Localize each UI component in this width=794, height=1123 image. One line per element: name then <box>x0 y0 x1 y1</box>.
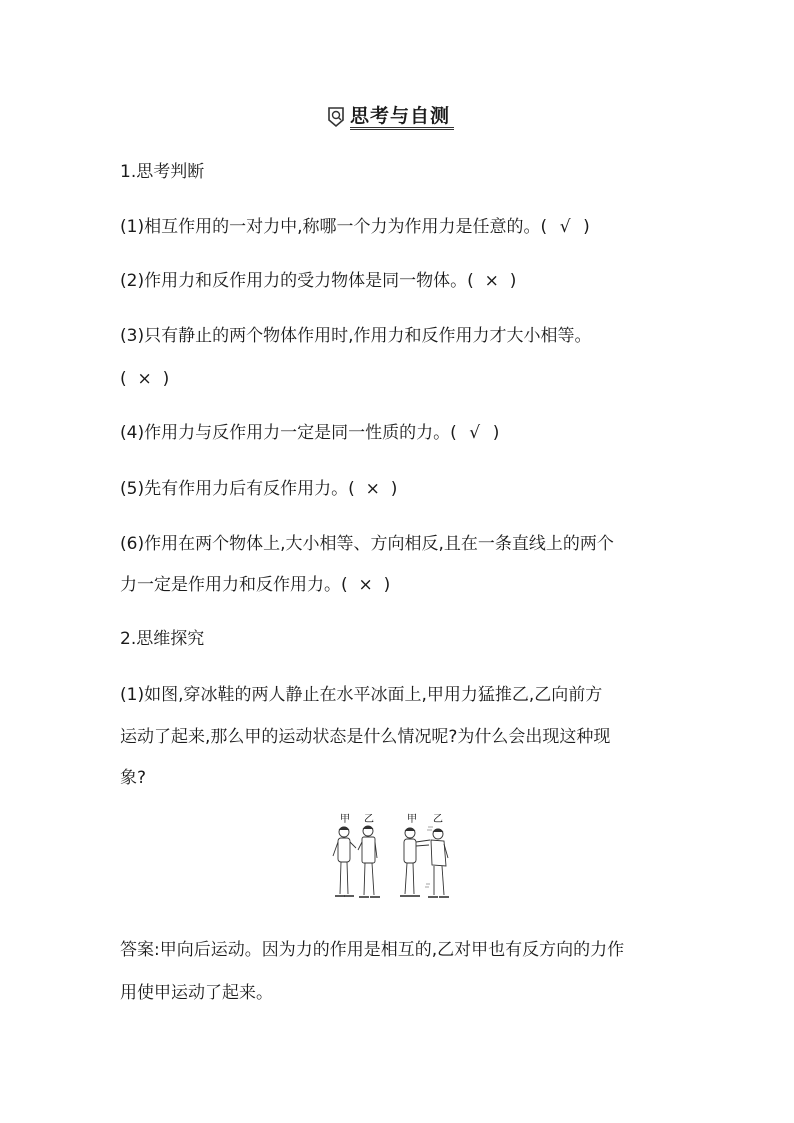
cross-icon: × <box>365 479 380 499</box>
label-jia-left: 甲 <box>340 814 350 825</box>
question-line-3: 象? <box>120 768 147 788</box>
cross-icon: × <box>137 369 152 389</box>
scene-right-skaters <box>400 827 449 897</box>
checkmark-icon: √ <box>559 217 571 237</box>
section-title <box>326 104 454 130</box>
judgment-item-3: (3)只有静止的两个物体作用时,作用力和反作用力才大小相等。 <box>120 326 592 346</box>
label-yi-right: 乙 <box>433 814 443 825</box>
magnifier-icon <box>326 106 346 128</box>
section-title-text: 思考与自测 <box>350 105 454 130</box>
judgment-item-2: (2)作用力和反作用力的受力物体是同一物体。( × ) <box>120 271 517 291</box>
answer-line-2: 用使甲运动了起来。 <box>120 983 273 1003</box>
judgment-item-4: (4)作用力与反作用力一定是同一性质的力。( √ ) <box>120 423 500 443</box>
judgment-item-6-cont: 力一定是作用力和反作用力。( × ) <box>120 575 391 595</box>
skater-jia-right <box>400 828 430 896</box>
label-yi-left: 乙 <box>364 814 374 825</box>
judgment-item-1: (1)相互作用的一对力中,称哪一个力为作用力是任意的。( √ ) <box>120 217 590 237</box>
checkmark-icon: √ <box>469 423 481 443</box>
judgment-item-3-cont: ( × ) <box>120 369 170 389</box>
answer-line-1: 答案:甲向后运动。因为力的作用是相互的,乙对甲也有反方向的力作 <box>120 940 625 960</box>
cross-icon: × <box>484 271 499 291</box>
skaters-illustration <box>330 812 454 908</box>
heading-thinking-judgment: 1.思考判断 <box>120 162 205 182</box>
skater-jia-left <box>333 827 356 896</box>
label-jia-right: 甲 <box>407 814 417 825</box>
judgment-item-6: (6)作用在两个物体上,大小相等、方向相反,且在一条直线上的两个 <box>120 534 614 554</box>
scene-left-skaters <box>333 826 380 897</box>
judgment-item-5: (5)先有作用力后有反作用力。( × ) <box>120 479 398 499</box>
question-line-2: 运动了起来,那么甲的运动状态是什么情况呢?为什么会出现这种现 <box>120 727 611 747</box>
heading-thinking-inquiry: 2.思维探究 <box>120 629 205 649</box>
skater-yi-left <box>358 826 380 897</box>
skater-yi-right <box>428 829 449 897</box>
cross-icon: × <box>358 575 373 595</box>
question-line-1: (1)如图,穿冰鞋的两人静止在水平冰面上,甲用力猛推乙,乙向前方 <box>120 685 603 705</box>
